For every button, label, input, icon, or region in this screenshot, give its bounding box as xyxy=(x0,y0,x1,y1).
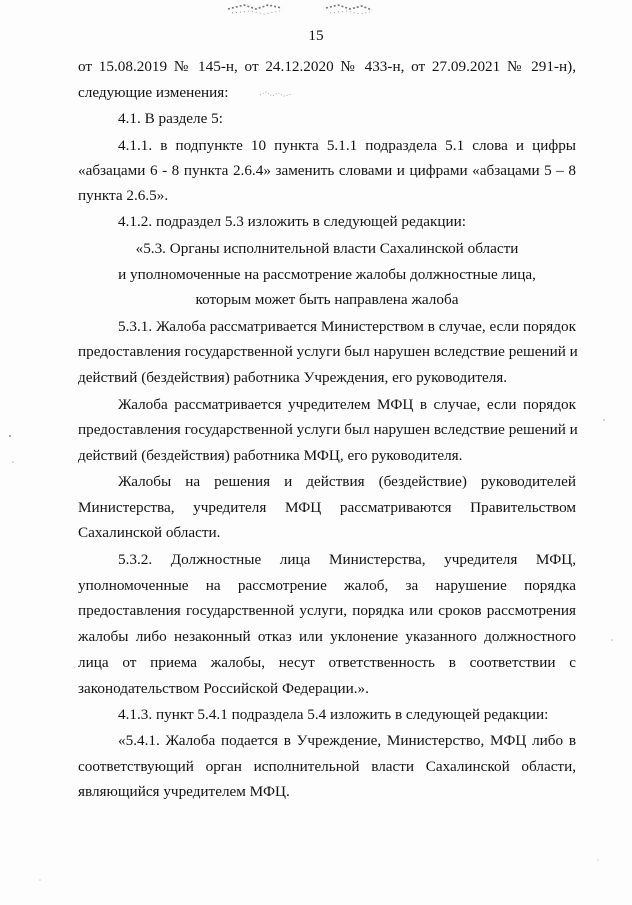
text-line: действий (бездействия) работника Учреждения, его руководителя. xyxy=(78,369,508,386)
heading-line: и уполномоченные на рассмотрение жалобы должностные лица, xyxy=(118,266,536,283)
text-line: пункта 2.6.5». xyxy=(78,187,169,204)
page-number: 15 xyxy=(308,27,324,44)
text-line: «абзацами 6 - 8 пункта 2.6.4» заменить словами и цифрами «абзацами 5 – 8 xyxy=(78,162,576,179)
text-line: Жалобы на решения и действия (бездействие) руководителей xyxy=(118,473,576,490)
text-line: Жалоба рассматривается учредителем МФЦ в случае, если порядок xyxy=(118,396,576,413)
heading-line: «5.3. Органы исполнительной власти Сахалинской области xyxy=(135,240,519,257)
text-line: 4.1.3. пункт 5.4.1 подраздела 5.4 изложить в следующей редакции: xyxy=(118,706,549,723)
text-line: следующие изменения: xyxy=(78,84,229,101)
text-line: являющийся учредителем МФЦ. xyxy=(78,783,290,800)
heading-line: которым может быть направлена жалоба xyxy=(195,291,459,308)
scan-artifact-top xyxy=(0,0,632,24)
text-line: соответствующий орган исполнительной власти Сахалинской области, xyxy=(78,758,576,775)
text-line: уполномоченные на рассмотрение жалоб, за нарушение порядка xyxy=(78,577,576,594)
text-line: от 15.08.2019 № 145-н, от 24.12.2020 № 433-н, от 27.09.2021 № 291-н), xyxy=(78,58,576,75)
text-line: «5.4.1. Жалоба подается в Учреждение, Министерство, МФЦ либо в xyxy=(118,732,576,749)
text-line: действий (бездействия) работника МФЦ, его руководителя. xyxy=(78,447,463,464)
text-line: предоставления государственной услуги был нарушен вследствие решений и xyxy=(78,421,578,438)
scan-speckle xyxy=(258,88,298,100)
text-line: 5.3.2. Должностные лица Министерства, учредителя МФЦ, xyxy=(118,551,576,568)
text-line: 4.1.1. в подпункте 10 пункта 5.1.1 подраздела 5.1 слова и цифры xyxy=(118,137,576,154)
text-line: 4.1.2. подраздел 5.3 изложить в следующей редакции: xyxy=(118,213,467,230)
text-line: жалобы либо незаконный отказ или уклонение указанного должностного xyxy=(78,628,576,645)
text-line: предоставления государственной услуги, порядка или сроков рассмотрения xyxy=(78,602,576,619)
text-line: 5.3.1. Жалоба рассматривается Министерством в случае, если порядок xyxy=(118,318,576,335)
text-line: законодательством Российской Федерации.». xyxy=(78,680,369,697)
text-line: Министерства, учредителя МФЦ рассматриваются Правительством xyxy=(78,499,576,516)
text-line: 4.1. В разделе 5: xyxy=(118,110,223,127)
text-line: лица от приема жалобы, несут ответственность в соответствии с xyxy=(78,654,576,671)
text-line: предоставления государственной услуги был нарушен вследствие решений и xyxy=(78,343,578,360)
text-line: Сахалинской области. xyxy=(78,524,221,541)
